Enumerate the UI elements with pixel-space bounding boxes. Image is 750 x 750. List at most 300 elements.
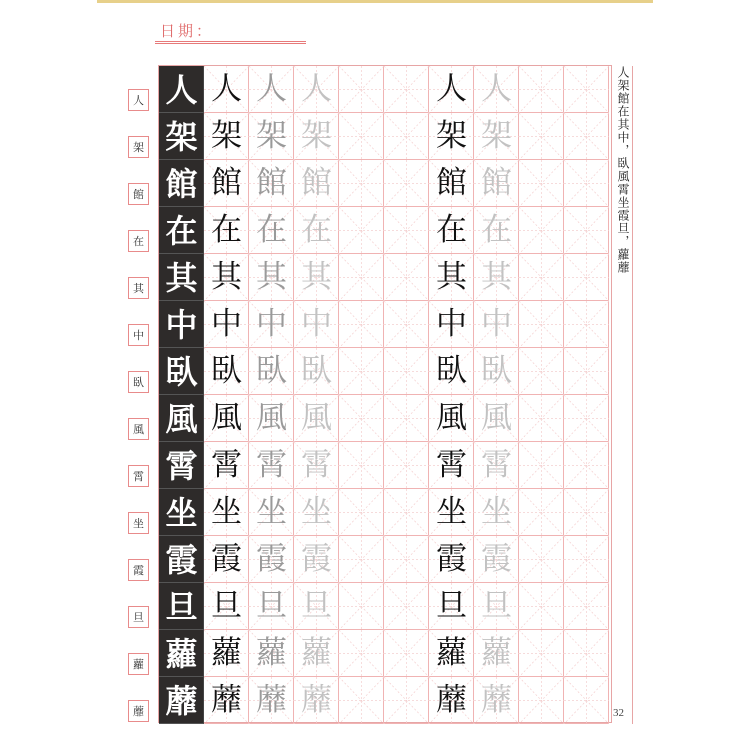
practice-cell — [564, 66, 609, 113]
tracing-character: 霞 — [256, 541, 287, 577]
practice-cell — [384, 395, 429, 442]
cell-guide-lines — [339, 583, 384, 630]
tracing-character: 霄 — [481, 447, 512, 483]
model-character-cell — [159, 348, 204, 395]
cell-guide-lines — [519, 395, 564, 442]
cell-guide-lines — [519, 489, 564, 536]
practice-cell — [384, 536, 429, 583]
model-character-cell — [159, 677, 204, 724]
tracing-character: 館 — [256, 165, 287, 201]
practice-cell — [474, 583, 519, 630]
cell-guide-lines — [339, 160, 384, 207]
cell-guide-lines — [564, 160, 609, 207]
cell-guide-lines — [384, 677, 429, 724]
practice-cell — [564, 254, 609, 301]
tracing-character: 中 — [256, 306, 287, 342]
guide-character-box: 霞 — [128, 559, 149, 581]
practice-cell — [249, 489, 294, 536]
practice-cell — [474, 489, 519, 536]
practice-cell — [474, 536, 519, 583]
practice-cell — [384, 301, 429, 348]
practice-cell — [204, 442, 249, 489]
practice-cell — [204, 677, 249, 724]
practice-cell — [339, 348, 384, 395]
practice-cell — [564, 489, 609, 536]
date-label: 日期： — [160, 24, 215, 40]
model-character: 臥 — [165, 352, 198, 391]
practice-cell — [204, 489, 249, 536]
cell-guide-lines — [339, 489, 384, 536]
practice-cell — [519, 677, 564, 724]
practice-cell — [339, 583, 384, 630]
practice-cell — [294, 348, 339, 395]
guide-character-box: 坐 — [128, 512, 149, 534]
practice-cell — [429, 301, 474, 348]
tracing-character: 蘿 — [301, 635, 332, 671]
guide-character-box: 其 — [128, 277, 149, 299]
tracing-character: 風 — [481, 400, 512, 436]
tracing-character: 架 — [481, 118, 512, 154]
practice-cell — [384, 160, 429, 207]
practice-cell — [339, 113, 384, 160]
practice-cell — [564, 207, 609, 254]
practice-cell — [204, 395, 249, 442]
practice-cell — [519, 348, 564, 395]
cell-guide-lines — [519, 536, 564, 583]
practice-cell — [474, 677, 519, 724]
tracing-character: 霄 — [211, 447, 242, 483]
tracing-character: 蘿 — [481, 635, 512, 671]
practice-cell — [519, 395, 564, 442]
model-character-cell — [159, 66, 204, 113]
practice-grid — [158, 65, 612, 723]
practice-cell — [429, 113, 474, 160]
guide-character-box: 人 — [128, 89, 149, 111]
practice-cell — [519, 489, 564, 536]
model-character: 坐 — [165, 493, 198, 532]
practice-cell — [294, 395, 339, 442]
model-character-cell — [159, 442, 204, 489]
tracing-character: 霄 — [256, 447, 287, 483]
tracing-character: 人 — [481, 71, 512, 107]
cell-guide-lines — [384, 442, 429, 489]
practice-cell — [249, 207, 294, 254]
practice-cell — [564, 301, 609, 348]
tracing-character: 霞 — [301, 541, 332, 577]
tracing-character: 架 — [211, 118, 242, 154]
tracing-character: 中 — [436, 306, 467, 342]
practice-cell — [294, 160, 339, 207]
tracing-character: 臥 — [301, 353, 332, 389]
tracing-character: 在 — [211, 212, 242, 248]
cell-guide-lines — [564, 301, 609, 348]
model-character: 人 — [165, 70, 198, 109]
tracing-character: 在 — [481, 212, 512, 248]
practice-cell — [474, 207, 519, 254]
cell-guide-lines — [519, 66, 564, 113]
practice-cell — [294, 66, 339, 113]
tracing-character: 旦 — [436, 588, 467, 624]
model-character-cell — [159, 207, 204, 254]
practice-cell — [339, 160, 384, 207]
tracing-character: 風 — [436, 400, 467, 436]
practice-cell — [384, 677, 429, 724]
model-character-cell — [159, 160, 204, 207]
cell-guide-lines — [384, 630, 429, 677]
tracing-character: 館 — [211, 165, 242, 201]
practice-cell — [564, 630, 609, 677]
tracing-character: 人 — [301, 71, 332, 107]
practice-cell — [429, 207, 474, 254]
practice-cell — [249, 113, 294, 160]
practice-cell — [294, 207, 339, 254]
tracing-character: 館 — [301, 165, 332, 201]
practice-cell — [474, 630, 519, 677]
cell-guide-lines — [519, 160, 564, 207]
tracing-character: 人 — [436, 71, 467, 107]
practice-cell — [384, 489, 429, 536]
tracing-character: 臥 — [481, 353, 512, 389]
tracing-character: 其 — [436, 259, 467, 295]
cell-guide-lines — [384, 113, 429, 160]
model-character-cell — [159, 254, 204, 301]
cell-guide-lines — [384, 254, 429, 301]
practice-cell — [339, 677, 384, 724]
tracing-character: 架 — [436, 118, 467, 154]
practice-cell — [474, 113, 519, 160]
practice-cell — [519, 113, 564, 160]
model-character: 風 — [165, 399, 198, 438]
cell-guide-lines — [564, 113, 609, 160]
cell-guide-lines — [339, 254, 384, 301]
practice-cell — [429, 66, 474, 113]
practice-cell — [384, 583, 429, 630]
model-character-cell — [159, 630, 204, 677]
practice-cell — [429, 348, 474, 395]
practice-cell — [249, 301, 294, 348]
practice-cell — [519, 207, 564, 254]
model-character: 其 — [165, 258, 198, 297]
practice-cell — [474, 348, 519, 395]
practice-cell — [429, 395, 474, 442]
cell-guide-lines — [384, 395, 429, 442]
practice-cell — [564, 536, 609, 583]
practice-cell — [294, 489, 339, 536]
cell-guide-lines — [519, 442, 564, 489]
model-character: 霄 — [165, 446, 198, 485]
practice-cell — [429, 254, 474, 301]
practice-cell — [249, 442, 294, 489]
tracing-character: 中 — [211, 306, 242, 342]
cell-guide-lines — [519, 207, 564, 254]
practice-cell — [204, 348, 249, 395]
cell-guide-lines — [564, 348, 609, 395]
model-character-cell — [159, 113, 204, 160]
cell-guide-lines — [339, 677, 384, 724]
model-character: 霞 — [165, 540, 198, 579]
cell-guide-lines — [384, 160, 429, 207]
practice-cell — [249, 160, 294, 207]
practice-cell — [339, 489, 384, 536]
tracing-character: 館 — [481, 165, 512, 201]
practice-cell — [204, 630, 249, 677]
cell-guide-lines — [564, 489, 609, 536]
tracing-character: 坐 — [211, 494, 242, 530]
guide-character-box: 蘼 — [128, 700, 149, 722]
practice-cell — [204, 113, 249, 160]
practice-cell — [204, 583, 249, 630]
cell-guide-lines — [519, 583, 564, 630]
practice-cell — [564, 395, 609, 442]
cell-guide-lines — [519, 630, 564, 677]
tracing-character: 風 — [301, 400, 332, 436]
cell-guide-lines — [564, 583, 609, 630]
guide-character-box: 旦 — [128, 606, 149, 628]
practice-cell — [249, 583, 294, 630]
cell-guide-lines — [384, 536, 429, 583]
practice-cell — [384, 630, 429, 677]
cell-guide-lines — [384, 583, 429, 630]
cell-guide-lines — [339, 348, 384, 395]
tracing-character: 蘼 — [211, 682, 242, 718]
practice-cell — [249, 630, 294, 677]
practice-cell — [249, 677, 294, 724]
tracing-character: 人 — [256, 71, 287, 107]
practice-cell — [564, 348, 609, 395]
cell-guide-lines — [564, 254, 609, 301]
cell-guide-lines — [339, 66, 384, 113]
practice-cell — [339, 207, 384, 254]
model-character: 架 — [165, 117, 198, 156]
practice-cell — [249, 348, 294, 395]
model-character: 旦 — [165, 587, 198, 626]
practice-cell — [339, 442, 384, 489]
practice-cell — [384, 207, 429, 254]
practice-cell — [249, 536, 294, 583]
cell-guide-lines — [384, 301, 429, 348]
cell-guide-lines — [339, 442, 384, 489]
model-character-cell — [159, 489, 204, 536]
tracing-character: 霄 — [301, 447, 332, 483]
practice-cell — [204, 160, 249, 207]
practice-cell — [429, 677, 474, 724]
practice-cell — [249, 395, 294, 442]
practice-cell — [519, 630, 564, 677]
cell-guide-lines — [384, 66, 429, 113]
practice-cell — [294, 113, 339, 160]
practice-cell — [519, 442, 564, 489]
practice-cell — [474, 160, 519, 207]
tracing-character: 風 — [211, 400, 242, 436]
practice-cell — [564, 677, 609, 724]
cell-guide-lines — [339, 536, 384, 583]
cell-guide-lines — [339, 630, 384, 677]
guide-character-box: 臥 — [128, 371, 149, 393]
tracing-character: 坐 — [481, 494, 512, 530]
cell-guide-lines — [519, 254, 564, 301]
practice-cell — [519, 160, 564, 207]
tracing-character: 館 — [436, 165, 467, 201]
practice-cell — [474, 301, 519, 348]
guide-character-box: 館 — [128, 183, 149, 205]
model-character-cell — [159, 583, 204, 630]
tracing-character: 其 — [301, 259, 332, 295]
tracing-character: 蘼 — [481, 682, 512, 718]
cell-guide-lines — [384, 207, 429, 254]
model-character-cell — [159, 301, 204, 348]
tracing-character: 蘼 — [301, 682, 332, 718]
date-underline — [155, 41, 306, 44]
practice-cell — [339, 395, 384, 442]
tracing-character: 霞 — [481, 541, 512, 577]
tracing-character: 臥 — [211, 353, 242, 389]
tracing-character: 其 — [211, 259, 242, 295]
cell-guide-lines — [519, 113, 564, 160]
practice-cell — [249, 66, 294, 113]
tracing-character: 旦 — [481, 588, 512, 624]
cell-guide-lines — [339, 207, 384, 254]
tracing-character: 人 — [211, 71, 242, 107]
right-border-line — [632, 66, 633, 724]
tracing-character: 架 — [256, 118, 287, 154]
tracing-character: 旦 — [301, 588, 332, 624]
cell-guide-lines — [564, 395, 609, 442]
practice-cell — [204, 207, 249, 254]
tracing-character: 其 — [256, 259, 287, 295]
model-character-cell — [159, 395, 204, 442]
practice-cell — [339, 536, 384, 583]
tracing-character: 坐 — [436, 494, 467, 530]
cell-guide-lines — [519, 348, 564, 395]
practice-cell — [339, 66, 384, 113]
tracing-character: 其 — [481, 259, 512, 295]
practice-cell — [429, 160, 474, 207]
tracing-character: 蘼 — [256, 682, 287, 718]
cell-guide-lines — [564, 677, 609, 724]
tracing-character: 在 — [256, 212, 287, 248]
tracing-character: 旦 — [211, 588, 242, 624]
practice-cell — [294, 630, 339, 677]
practice-cell — [294, 583, 339, 630]
practice-cell — [474, 395, 519, 442]
practice-cell — [249, 254, 294, 301]
practice-cell — [384, 348, 429, 395]
model-character-cell — [159, 536, 204, 583]
model-character: 館 — [165, 164, 198, 203]
practice-cell — [429, 489, 474, 536]
model-character: 蘿 — [165, 634, 198, 673]
tracing-character: 架 — [301, 118, 332, 154]
practice-cell — [519, 66, 564, 113]
practice-cell — [564, 442, 609, 489]
tracing-character: 在 — [301, 212, 332, 248]
guide-character-box: 霄 — [128, 465, 149, 487]
tracing-character: 蘼 — [436, 682, 467, 718]
tracing-character: 霞 — [436, 541, 467, 577]
practice-cell — [519, 301, 564, 348]
practice-cell — [294, 442, 339, 489]
tracing-character: 在 — [436, 212, 467, 248]
guide-character-box: 蘿 — [128, 653, 149, 675]
practice-cell — [564, 583, 609, 630]
guide-character-box: 風 — [128, 418, 149, 440]
tracing-character: 坐 — [256, 494, 287, 530]
practice-cell — [474, 254, 519, 301]
tracing-character: 臥 — [256, 353, 287, 389]
practice-cell — [294, 301, 339, 348]
tracing-character: 旦 — [256, 588, 287, 624]
practice-cell — [429, 583, 474, 630]
practice-cell — [429, 536, 474, 583]
practice-cell — [429, 442, 474, 489]
practice-cell — [564, 113, 609, 160]
practice-cell — [384, 442, 429, 489]
practice-cell — [204, 301, 249, 348]
practice-cell — [204, 254, 249, 301]
practice-cell — [384, 254, 429, 301]
practice-cell — [519, 583, 564, 630]
cell-guide-lines — [564, 536, 609, 583]
guide-character-box: 中 — [128, 324, 149, 346]
practice-cell — [429, 630, 474, 677]
practice-cell — [564, 160, 609, 207]
tracing-character: 風 — [256, 400, 287, 436]
model-character: 中 — [165, 305, 198, 344]
page-number: 32 — [613, 707, 624, 719]
model-character: 在 — [165, 211, 198, 250]
cell-guide-lines — [564, 630, 609, 677]
practice-cell — [519, 254, 564, 301]
guide-character-box: 在 — [128, 230, 149, 252]
tracing-character: 霞 — [211, 541, 242, 577]
tracing-character: 坐 — [301, 494, 332, 530]
practice-cell — [294, 254, 339, 301]
practice-cell — [339, 254, 384, 301]
practice-cell — [339, 630, 384, 677]
cell-guide-lines — [339, 113, 384, 160]
cell-guide-lines — [339, 395, 384, 442]
practice-cell — [204, 66, 249, 113]
tracing-character: 霄 — [436, 447, 467, 483]
model-character: 蘼 — [165, 681, 198, 720]
tracing-character: 蘿 — [256, 635, 287, 671]
practice-cell — [519, 536, 564, 583]
top-accent-bar — [97, 0, 653, 3]
guide-character-box: 架 — [128, 136, 149, 158]
cell-guide-lines — [519, 677, 564, 724]
practice-cell — [474, 66, 519, 113]
cell-guide-lines — [339, 301, 384, 348]
verse-text: 人架館在其中，臥風霄坐霞旦，蘿蘼 — [616, 66, 630, 274]
tracing-character: 中 — [481, 306, 512, 342]
tracing-character: 蘿 — [211, 635, 242, 671]
cell-guide-lines — [564, 66, 609, 113]
cell-guide-lines — [384, 489, 429, 536]
practice-cell — [339, 301, 384, 348]
tracing-character: 中 — [301, 306, 332, 342]
cell-guide-lines — [384, 348, 429, 395]
practice-cell — [204, 536, 249, 583]
cell-guide-lines — [564, 442, 609, 489]
practice-cell — [384, 113, 429, 160]
tracing-character: 臥 — [436, 353, 467, 389]
practice-cell — [384, 66, 429, 113]
practice-cell — [294, 536, 339, 583]
cell-guide-lines — [564, 207, 609, 254]
practice-cell — [294, 677, 339, 724]
tracing-character: 蘿 — [436, 635, 467, 671]
practice-cell — [474, 442, 519, 489]
